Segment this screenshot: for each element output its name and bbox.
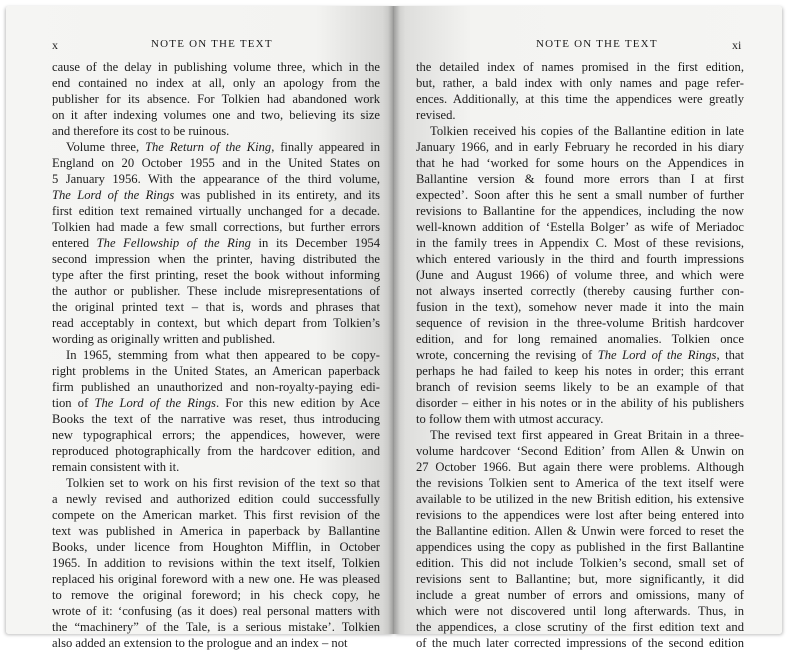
text-line: the author or publisher. These include misrepresentations of bbox=[52, 284, 380, 298]
text-line: Books, under licence from Houghton Mifflin, in October bbox=[52, 540, 380, 554]
text-line: firm published an unauthorized and non-royalty-paying edi- bbox=[52, 380, 380, 394]
text-line: include a great number of errors and omissions, many of bbox=[416, 588, 744, 602]
text-line: wrote, concerning the revising of The Lord of the Rings, that bbox=[416, 348, 744, 362]
text-line: revised. bbox=[416, 108, 456, 122]
text-line: end contained no index at all, only an apology from the bbox=[52, 76, 380, 90]
text-line: which entered variously in the third and fourth impressions bbox=[416, 252, 744, 266]
text-line: Volume three, The Return of the King, finally appeared in bbox=[66, 140, 380, 154]
text-line: the original printed text – that is, words and phrases that bbox=[52, 300, 380, 314]
text-line: perhaps he had failed to keep his notes in order; this errant bbox=[416, 364, 744, 378]
text-line: volume hardcover ‘Second Edition’ from Allen & Unwin on bbox=[416, 444, 744, 458]
text-line: revisions to the appendices were lost after being entered into bbox=[416, 508, 744, 522]
text-line: but, rather, a bald index with only names and page refer- bbox=[416, 76, 744, 90]
text-line: edition, and for long remained anomalies. Tolkien once bbox=[416, 332, 744, 346]
page-body bbox=[416, 59, 744, 651]
text-line: of the much later corrected impressions of the second edition bbox=[416, 636, 744, 650]
text-line: Ballantine version & found more errors than I at first bbox=[416, 172, 744, 186]
text-line: edition. This did not include Tolkien’s second, small set of bbox=[416, 556, 744, 570]
text-line: not always inserted correctly (thereby causing further con- bbox=[416, 284, 744, 298]
text-line: entered The Fellowship of the Ring in its December 1954 bbox=[52, 236, 380, 250]
page-body bbox=[52, 59, 380, 651]
text-line: on it after indexing volumes one and two, believing its size bbox=[52, 108, 380, 122]
page-number: x bbox=[52, 38, 58, 52]
text-line: 5 January 1956. With the appearance of the third volume, bbox=[52, 172, 380, 186]
text-line: tion of The Lord of the Rings. For this new edition by Ace bbox=[52, 396, 380, 410]
text-line: publisher for its absence. For Tolkien had abandoned work bbox=[52, 92, 380, 106]
book-gutter bbox=[388, 6, 400, 634]
text-line: new typographical errors; the appendices, however, were bbox=[52, 428, 380, 442]
text-line: to follow them with utmost accuracy. bbox=[416, 412, 604, 426]
text-line: and therefore its cost to be ruinous. bbox=[52, 124, 230, 138]
text-line: reproduced photographically from the hardcover edition, and bbox=[52, 444, 380, 458]
text-line: disorder – either in his notes or in the ability of his publishers bbox=[416, 396, 744, 410]
text-line: a newly revised and authorized edition could successfully bbox=[52, 492, 380, 506]
running-head: NOTE ON THE TEXT bbox=[536, 38, 658, 50]
text-line: Tolkien set to work on his first revision of the text so that bbox=[66, 476, 380, 490]
text-line: cause of the delay in publishing volume three, which in the bbox=[52, 60, 380, 74]
text-line: to remove the original foreword; in his check copy, he bbox=[52, 588, 380, 602]
text-line: the detailed index of names promised in the first edition, bbox=[416, 60, 744, 74]
text-line: second impression when the printer, having distributed the bbox=[52, 252, 380, 266]
text-line: The Lord of the Rings was published in its entirety, and its bbox=[52, 188, 381, 202]
left-page bbox=[6, 6, 394, 650]
right-page bbox=[394, 6, 782, 650]
text-line: type after the first printing, reset the book without informing bbox=[52, 268, 380, 282]
page-number: xi bbox=[732, 38, 742, 52]
text-line: which were not discovered until long afterwards. Thus, in bbox=[416, 604, 744, 618]
text-line: remain consistent with it. bbox=[52, 460, 180, 474]
text-line: England on 20 October 1955 and in the United States on bbox=[52, 156, 380, 170]
text-line: ences. Additionally, at this time the appendices were greatly bbox=[416, 92, 744, 106]
text-line: branch of revision seems likely to be an example of that bbox=[416, 380, 744, 394]
running-head: NOTE ON THE TEXT bbox=[151, 38, 273, 50]
text-line: available to be utilized in the new British edition, his extensive bbox=[416, 492, 744, 506]
text-line: that he had ‘worked for some hours on the Appendices in bbox=[416, 156, 744, 170]
text-line: expected’. Soon after this he sent a small number of further bbox=[416, 188, 744, 202]
text-line: 1965. In addition to revisions within the text itself, Tolkien bbox=[52, 556, 380, 570]
text-line: appendices using the copy as published in the first Ballantine bbox=[416, 540, 744, 554]
book-spread bbox=[6, 6, 782, 650]
text-line: Books the text of the narrative was reset, thus introducing bbox=[52, 412, 380, 426]
text-line: in the family trees in Appendix C. Most of these revisions, bbox=[416, 236, 744, 250]
text-line: well-known addition of ‘Estella Bolger’ as wife of Meriadoc bbox=[416, 220, 744, 234]
text-line: revisions sent to Ballantine; but, more significantly, it did bbox=[416, 572, 744, 586]
text-line: sequence of revision in the three-volume British hardcover bbox=[416, 316, 744, 330]
text-line: Tolkien received his copies of the Ballantine edition in late bbox=[430, 124, 744, 138]
text-line: read acceptably in context, but which depart from Tolkien’s bbox=[52, 316, 380, 330]
text-line: wording as originally written and published. bbox=[52, 332, 276, 346]
text-line: right problems in the United States, an American paperback bbox=[52, 364, 380, 378]
text-line: The revised text first appeared in Great Britain in a three- bbox=[430, 428, 744, 442]
text-line: first edition text remained virtually unchanged for a decade. bbox=[52, 204, 380, 218]
text-line: the Ballantine edition. Allen & Unwin were forced to reset the bbox=[416, 524, 744, 538]
text-line: fusion in the text), somehow never made it into the main bbox=[416, 300, 744, 314]
text-line: (June and August 1966) of volume three, and which were bbox=[416, 268, 744, 282]
text-line: 27 October 1966. But again there were problems. Although bbox=[416, 460, 744, 474]
text-line: also added an extension to the prologue and an index – not bbox=[52, 636, 348, 650]
text-line: revisions to Ballantine for the appendices, including the now bbox=[416, 204, 744, 218]
text-line: Tolkien had made a few small corrections, but further errors bbox=[52, 220, 380, 234]
text-line: In 1965, stemming from what then appeared to be copy- bbox=[66, 348, 380, 362]
text-line: text was published in America in paperback by Ballantine bbox=[52, 524, 380, 538]
text-line: replaced his original foreword with a new one. He was pleased bbox=[52, 572, 380, 586]
text-line: January 1966, and in early February he recorded in his diary bbox=[416, 140, 744, 154]
text-line: the “machinery” of the Tale, is a serious mistake’. Tolkien bbox=[52, 620, 380, 634]
text-line: the appendices, a close scrutiny of the first edition text and bbox=[416, 620, 744, 634]
text-line: compete on the American market. This first revision of the bbox=[52, 508, 380, 522]
text-line: wrote of it: ‘confusing (as it does) real personal matters with bbox=[52, 604, 380, 618]
text-line: the revisions Tolkien sent to America of the text itself were bbox=[416, 476, 744, 490]
